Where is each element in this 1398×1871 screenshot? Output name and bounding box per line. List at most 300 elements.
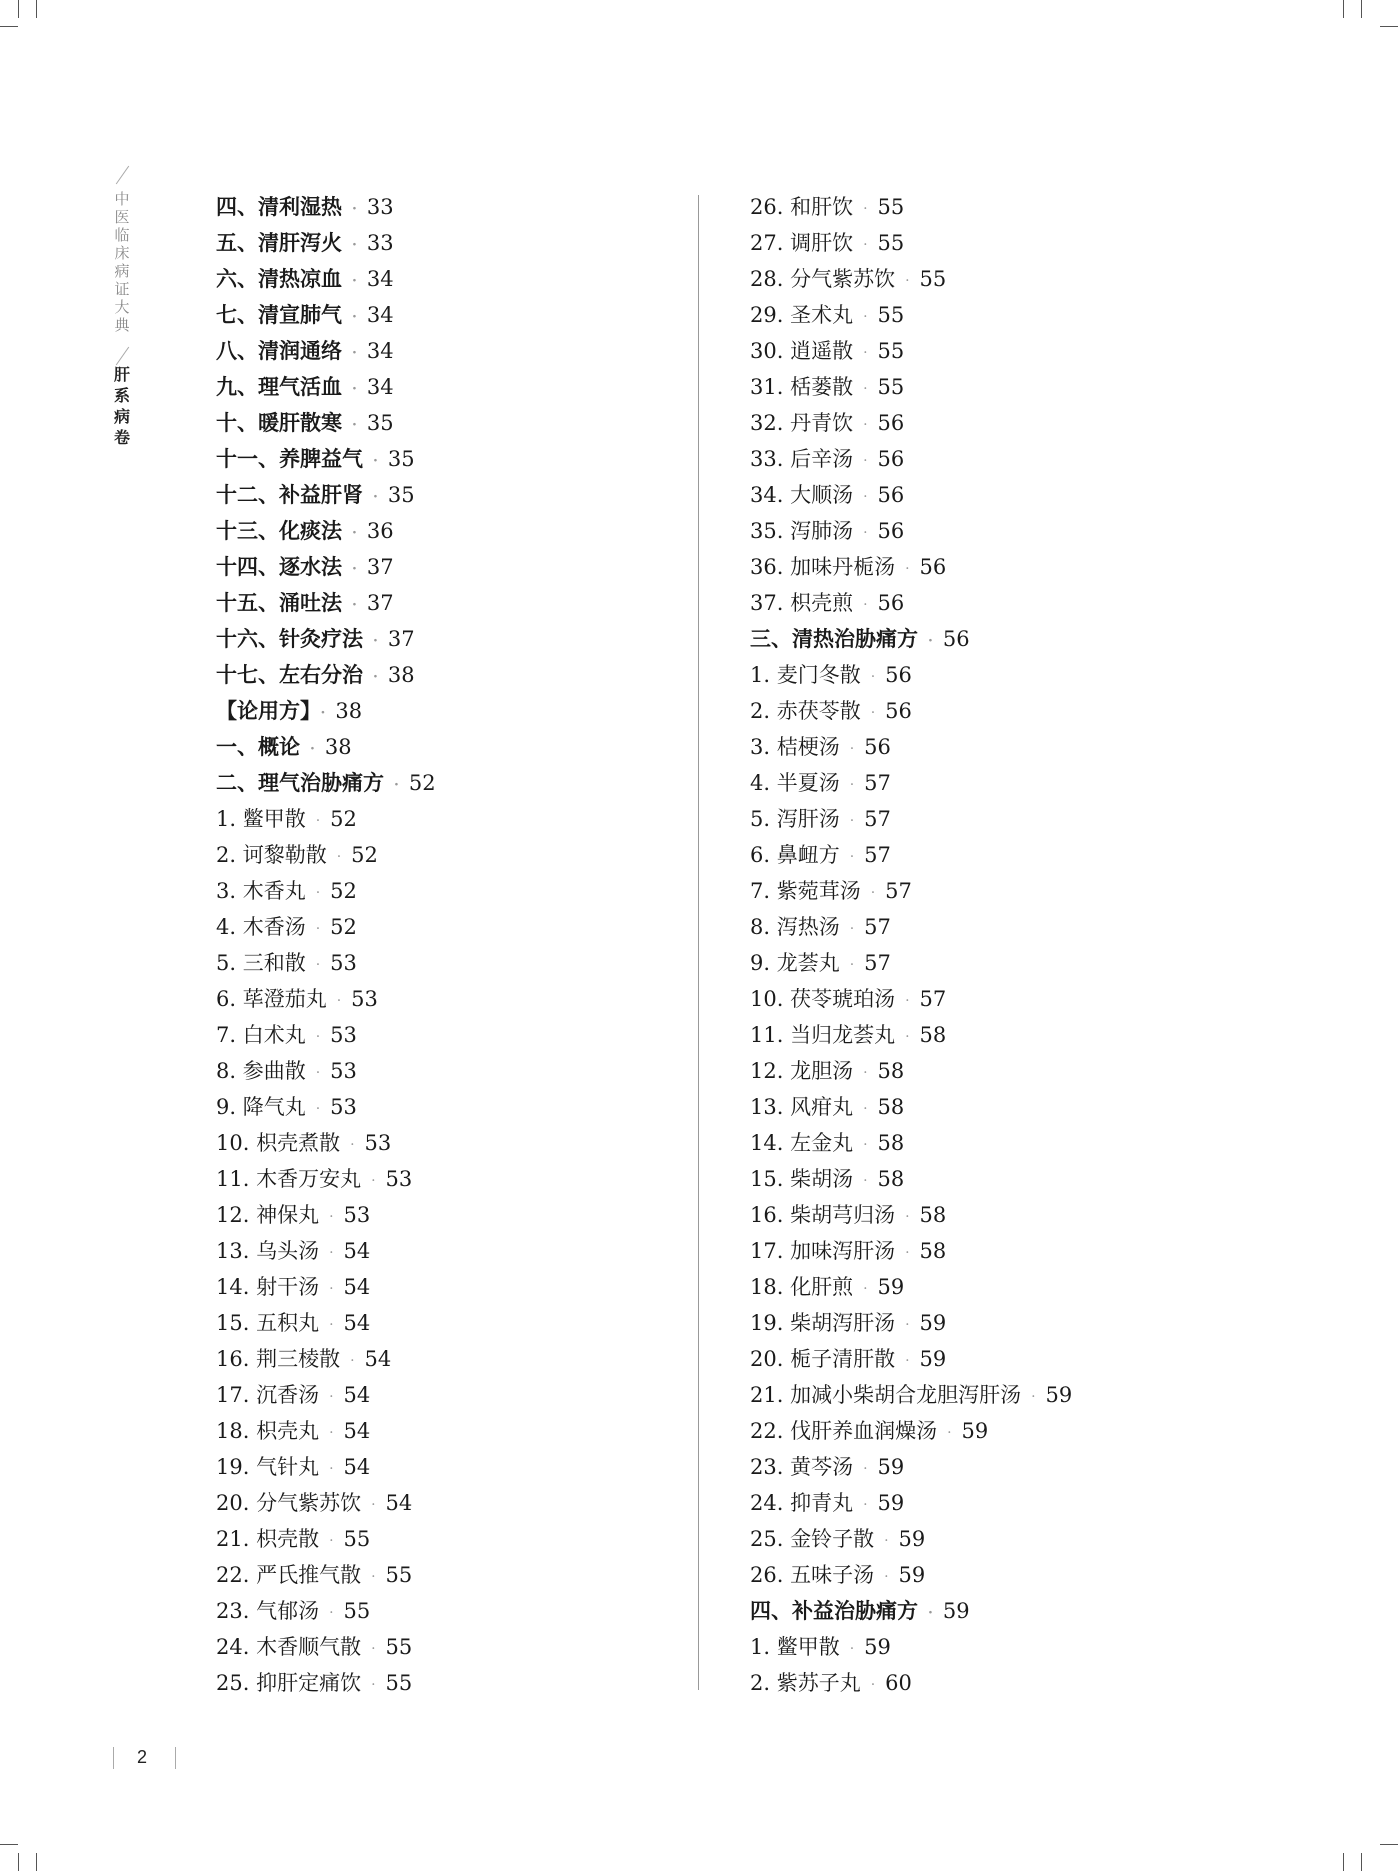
leader-dot: · (863, 416, 868, 433)
toc-entry-page: 58 (877, 1131, 905, 1155)
toc-entry-title: 十二、补益肝肾 (216, 482, 363, 507)
volume-char: 卷 (113, 428, 130, 447)
toc-entry (216, 1233, 436, 1269)
leader-dot: · (849, 776, 855, 793)
series-char: 典 (114, 316, 130, 334)
toc-entry-page: 38 (387, 663, 415, 687)
toc-entry-page: 58 (919, 1023, 947, 1047)
toc-entry-title: 25. 抑肝定痛饮 (216, 1671, 362, 1695)
volume-char: 病 (113, 407, 130, 426)
toc-entry (750, 1557, 1072, 1593)
toc-entry (750, 1377, 1072, 1413)
toc-entry-title: 1. 鳖甲散 (750, 1635, 840, 1659)
toc-entry (216, 909, 436, 945)
leader-dot: · (315, 1100, 321, 1117)
page-number-rule (175, 1747, 176, 1769)
toc-entry-title: 18. 化肝煎 (750, 1275, 854, 1299)
toc-entry (750, 297, 1072, 333)
crop-mark (1343, 1853, 1344, 1871)
toc-entry-page: 58 (877, 1095, 905, 1119)
toc-entry (750, 801, 1072, 837)
toc-entry-page: 59 (877, 1275, 905, 1299)
toc-section-entry (216, 369, 436, 405)
leader-dot: · (394, 776, 399, 793)
toc-entry-page: 33 (366, 231, 394, 255)
toc-entry (216, 873, 436, 909)
toc-entry-page: 55 (877, 195, 905, 219)
toc-entry (216, 1377, 436, 1413)
toc-entry (750, 1017, 1072, 1053)
leader-dot: · (315, 956, 321, 973)
toc-entry (216, 1053, 436, 1089)
toc-entry-title: 1. 鳖甲散 (216, 807, 306, 831)
toc-entry-title: 31. 栝蒌散 (750, 375, 854, 399)
toc-entry-page: 52 (330, 807, 357, 831)
leader-dot: · (863, 488, 868, 505)
leader-dot: · (336, 992, 342, 1009)
toc-entry-page: 37 (366, 591, 394, 615)
toc-entry-title: 十三、化痰法 (216, 518, 342, 543)
toc-entry-title: 2. 紫苏子丸 (750, 1671, 861, 1695)
toc-entry-page: 52 (330, 879, 357, 903)
leader-dot: · (870, 1676, 876, 1693)
toc-entry-title: 10. 枳壳煮散 (216, 1131, 341, 1155)
leader-dot: · (315, 1064, 321, 1081)
leader-dot: · (849, 1640, 855, 1657)
toc-entry-page: 59 (864, 1635, 891, 1659)
toc-section-entry (216, 477, 436, 513)
toc-entry-page: 56 (877, 591, 905, 615)
toc-entry-title: 28. 分气紫苏饮 (750, 267, 896, 291)
toc-entry-title: 26. 和肝饮 (750, 195, 854, 219)
leader-dot: · (849, 956, 855, 973)
crop-mark (1343, 0, 1344, 18)
toc-entry-title: 8. 泻热汤 (750, 915, 840, 939)
toc-entry-page: 55 (343, 1527, 371, 1551)
toc-entry-title: 1. 麦门冬散 (750, 663, 861, 687)
leader-dot: · (928, 632, 933, 649)
toc-entry-page: 37 (387, 627, 415, 651)
leader-dot: · (329, 1280, 334, 1297)
toc-entry-page: 59 (898, 1563, 926, 1587)
toc-entry-page: 57 (864, 771, 891, 795)
leader-dot: · (371, 1640, 376, 1657)
leader-dot: · (863, 524, 868, 541)
leader-dot: · (905, 560, 910, 577)
toc-entry-title: 19. 柴胡泻肝汤 (750, 1311, 896, 1335)
toc-entry (216, 1305, 436, 1341)
leader-dot: · (352, 344, 357, 361)
toc-entry-page: 57 (919, 987, 947, 1011)
leader-dot: · (371, 1496, 376, 1513)
toc-entry-title: 20. 分气紫苏饮 (216, 1491, 362, 1515)
toc-entry-title: 30. 逍遥散 (750, 339, 854, 363)
toc-entry-page: 59 (919, 1347, 947, 1371)
toc-entry-page: 35 (387, 483, 415, 507)
toc-entry-title: 14. 左金丸 (750, 1131, 854, 1155)
toc-entry (750, 1449, 1072, 1485)
leader-dot: · (350, 1136, 355, 1153)
toc-entry-page: 54 (364, 1347, 392, 1371)
toc-entry-title: 11. 木香万安丸 (216, 1167, 362, 1191)
leader-dot: · (315, 812, 321, 829)
leader-dot: · (336, 848, 342, 865)
leader-dot: · (863, 308, 868, 325)
leader-dot: · (849, 848, 855, 865)
toc-entry-title: 2. 诃黎勒散 (216, 843, 327, 867)
leader-dot: · (329, 1604, 334, 1621)
leader-dot: · (863, 200, 868, 217)
toc-entry (750, 837, 1072, 873)
toc-entry-page: 53 (343, 1203, 371, 1227)
leader-dot: · (352, 380, 357, 397)
toc-entry (216, 1485, 436, 1521)
toc-entry-title: 4. 半夏汤 (750, 771, 840, 795)
toc-entry-page: 53 (330, 1023, 357, 1047)
toc-entry-page: 57 (864, 843, 891, 867)
toc-entry-title: 6. 荜澄茄丸 (216, 987, 327, 1011)
toc-entry-page: 54 (385, 1491, 413, 1515)
leader-dot: · (863, 1100, 868, 1117)
toc-entry-title: 16. 柴胡芎归汤 (750, 1203, 896, 1227)
toc-entry (750, 765, 1072, 801)
toc-entry-title: 3. 木香丸 (216, 879, 306, 903)
toc-entry-title: 14. 射干汤 (216, 1275, 320, 1299)
toc-entry (216, 1557, 436, 1593)
leader-dot: · (884, 1568, 889, 1585)
toc-entry (750, 1665, 1072, 1701)
toc-entry-title: 29. 圣术丸 (750, 303, 854, 327)
toc-entry-title: 23. 黄芩汤 (750, 1455, 854, 1479)
series-char: 临 (114, 226, 130, 244)
toc-entry-page: 53 (330, 1095, 357, 1119)
leader-dot: · (373, 632, 378, 649)
toc-section-entry (216, 657, 436, 693)
volume-char: 肝 (113, 365, 130, 384)
toc-entry (750, 189, 1072, 225)
leader-dot: · (352, 596, 357, 613)
leader-dot: · (870, 884, 876, 901)
toc-entry (750, 1521, 1072, 1557)
toc-entry (216, 1197, 436, 1233)
toc-entry (216, 837, 436, 873)
toc-entry-title: 22. 伐肝养血润燥汤 (750, 1419, 938, 1443)
toc-section-entry (216, 729, 436, 765)
toc-entry-page: 34 (366, 267, 394, 291)
page-number: 2 (137, 1747, 148, 1767)
series-char: 证 (114, 280, 130, 298)
crop-mark (36, 0, 37, 18)
toc-entry (750, 657, 1072, 693)
series-char: 床 (114, 244, 130, 262)
leader-dot: · (315, 884, 321, 901)
leader-dot: · (905, 1208, 910, 1225)
toc-entry-page: 57 (885, 879, 912, 903)
toc-entry (750, 909, 1072, 945)
leader-dot: · (373, 488, 378, 505)
volume-title (112, 364, 132, 448)
leader-dot: · (350, 1352, 355, 1369)
toc-entry-title: 9. 降气丸 (216, 1095, 306, 1119)
toc-entry-page: 59 (877, 1455, 905, 1479)
toc-section-entry (216, 549, 436, 585)
toc-entry (750, 1161, 1072, 1197)
toc-entry-page: 35 (366, 411, 394, 435)
toc-entry-title: 5. 三和散 (216, 951, 306, 975)
toc-entry-page: 36 (366, 519, 394, 543)
series-char: 中 (114, 190, 130, 208)
toc-entry-title: 十四、逐水法 (216, 554, 342, 579)
series-char: 医 (114, 208, 130, 226)
toc-entry-page: 53 (385, 1167, 413, 1191)
toc-entry-page: 54 (343, 1455, 371, 1479)
toc-entry (216, 1665, 436, 1701)
toc-entry (750, 333, 1072, 369)
crop-mark (18, 1853, 19, 1871)
toc-entry-title: 三、清热治胁痛方 (750, 626, 918, 651)
leader-dot: · (884, 1532, 889, 1549)
toc-entry-page: 56 (919, 555, 947, 579)
toc-section-entry (216, 261, 436, 297)
toc-entry-page: 59 (877, 1491, 905, 1515)
toc-entry-title: 22. 严氏推气散 (216, 1563, 362, 1587)
toc-section-entry (216, 765, 436, 801)
toc-entry-page: 56 (942, 627, 970, 651)
leader-dot: · (863, 344, 868, 361)
leader-dot: · (905, 1028, 910, 1045)
crop-mark (1380, 26, 1398, 27)
toc-entry-title: 36. 加味丹栀汤 (750, 555, 896, 579)
toc-entry-title: 五、清肝泻火 (216, 230, 342, 255)
toc-entry-page: 55 (385, 1635, 413, 1659)
toc-entry (216, 1161, 436, 1197)
toc-entry-title: 24. 抑青丸 (750, 1491, 854, 1515)
toc-entry (750, 1197, 1072, 1233)
toc-entry-page: 56 (877, 447, 905, 471)
toc-section-entry (216, 693, 436, 729)
leader-dot: · (863, 1460, 868, 1477)
toc-entry-title: 九、理气活血 (216, 374, 342, 399)
toc-entry (216, 1521, 436, 1557)
toc-entry (750, 981, 1072, 1017)
toc-entry (750, 729, 1072, 765)
toc-entry-page: 35 (387, 447, 415, 471)
leader-dot: · (371, 1676, 376, 1693)
toc-section-entry (216, 333, 436, 369)
toc-entry-title: 35. 泻肺汤 (750, 519, 854, 543)
column-divider (698, 195, 699, 1690)
toc-entry-page: 52 (330, 915, 357, 939)
toc-entry (216, 1629, 436, 1665)
leader-dot: · (352, 200, 357, 217)
toc-entry (750, 1125, 1072, 1161)
toc-entry (750, 261, 1072, 297)
toc-entry-title: 十五、涌吐法 (216, 590, 342, 615)
toc-entry-title: 21. 枳壳散 (216, 1527, 320, 1551)
toc-entry-title: 四、清利湿热 (216, 194, 342, 219)
toc-section-entry (216, 621, 436, 657)
leader-dot: · (905, 1244, 910, 1261)
toc-entry (750, 585, 1072, 621)
toc-entry-page: 53 (364, 1131, 392, 1155)
toc-entry-title: 37. 枳壳煎 (750, 591, 854, 615)
toc-entry-page: 33 (366, 195, 394, 219)
series-char: 大 (114, 298, 130, 316)
toc-entry-title: 四、补益治胁痛方 (750, 1598, 918, 1623)
toc-entry-title: 13. 乌头汤 (216, 1239, 320, 1263)
toc-entry (750, 513, 1072, 549)
toc-right-column (750, 189, 1072, 1701)
leader-dot: · (1031, 1388, 1036, 1405)
leader-dot: · (905, 1352, 910, 1369)
toc-section-entry (216, 585, 436, 621)
leader-dot: · (870, 668, 876, 685)
toc-entry-page: 59 (919, 1311, 947, 1335)
leader-dot: · (371, 1172, 376, 1189)
crop-mark (36, 1853, 37, 1871)
toc-entry-title: 15. 柴胡汤 (750, 1167, 854, 1191)
toc-entry-page: 56 (877, 519, 905, 543)
toc-entry (750, 549, 1072, 585)
toc-entry-title: 7. 白术丸 (216, 1023, 306, 1047)
toc-section-entry (216, 441, 436, 477)
leader-dot: · (863, 1064, 868, 1081)
leader-dot: · (329, 1244, 334, 1261)
toc-entry-title: 32. 丹青饮 (750, 411, 854, 435)
toc-entry-title: 六、清热凉血 (216, 266, 342, 291)
leader-dot: · (863, 1280, 868, 1297)
toc-entry (750, 1305, 1072, 1341)
toc-entry (750, 225, 1072, 261)
toc-entry-page: 58 (919, 1203, 947, 1227)
toc-entry-page: 57 (864, 951, 891, 975)
leader-dot: · (352, 236, 357, 253)
toc-section-entry (216, 225, 436, 261)
toc-entry-page: 55 (343, 1599, 371, 1623)
toc-entry-title: 13. 风疳丸 (750, 1095, 854, 1119)
toc-entry (216, 801, 436, 837)
leader-dot: · (849, 812, 855, 829)
leader-dot: · (329, 1424, 334, 1441)
toc-entry-title: 34. 大顺汤 (750, 483, 854, 507)
side-label (112, 190, 132, 448)
toc-entry-page: 56 (877, 483, 905, 507)
toc-entry (750, 1053, 1072, 1089)
toc-entry-page: 59 (1045, 1383, 1073, 1407)
toc-entry-title: 一、概论 (216, 734, 300, 759)
leader-dot: · (905, 272, 910, 289)
toc-entry-title: 十七、左右分治 (216, 662, 363, 687)
toc-entry-page: 54 (343, 1419, 371, 1443)
toc-entry (750, 1485, 1072, 1521)
toc-entry (750, 477, 1072, 513)
toc-entry-page: 34 (366, 375, 394, 399)
toc-entry-page: 55 (385, 1563, 413, 1587)
toc-entry-title: 4. 木香汤 (216, 915, 306, 939)
toc-entry-page: 34 (366, 339, 394, 363)
series-char: 病 (114, 262, 130, 280)
toc-entry-page: 54 (343, 1275, 371, 1299)
leader-dot: · (863, 596, 868, 613)
toc-entry-title: 15. 五积丸 (216, 1311, 320, 1335)
toc-entry-title: 11. 当归龙荟丸 (750, 1023, 896, 1047)
toc-entry-page: 55 (385, 1671, 413, 1695)
toc-entry-title: 12. 神保丸 (216, 1203, 320, 1227)
toc-section-entry (216, 405, 436, 441)
toc-entry (216, 1269, 436, 1305)
toc-entry-title: 10. 茯苓琥珀汤 (750, 987, 896, 1011)
toc-entry (750, 1269, 1072, 1305)
toc-entry-title: 十六、针灸疗法 (216, 626, 363, 651)
toc-entry-title: 24. 木香顺气散 (216, 1635, 362, 1659)
leader-dot: · (329, 1460, 334, 1477)
toc-section-entry (216, 297, 436, 333)
leader-dot: · (352, 416, 357, 433)
leader-dot: · (863, 236, 868, 253)
toc-entry-page: 56 (877, 411, 905, 435)
leader-dot: · (849, 740, 855, 757)
toc-entry (216, 1017, 436, 1053)
toc-entry-page: 56 (864, 735, 891, 759)
leader-dot: · (352, 272, 357, 289)
toc-entry (216, 1341, 436, 1377)
side-label-slash (116, 166, 129, 185)
leader-dot: · (371, 1568, 376, 1585)
crop-mark (1361, 1853, 1362, 1871)
toc-entry-title: 十一、养脾益气 (216, 446, 363, 471)
toc-entry-title: 19. 气针丸 (216, 1455, 320, 1479)
toc-entry-page: 55 (877, 231, 905, 255)
toc-entry-title: 27. 调肝饮 (750, 231, 854, 255)
toc-entry-page: 59 (961, 1419, 989, 1443)
toc-entry-page: 58 (877, 1167, 905, 1191)
leader-dot: · (905, 1316, 910, 1333)
toc-entry (216, 981, 436, 1017)
toc-entry (750, 441, 1072, 477)
leader-dot: · (329, 1388, 334, 1405)
toc-entry-page: 58 (919, 1239, 947, 1263)
crop-mark (1361, 0, 1362, 18)
toc-entry-page: 53 (351, 987, 378, 1011)
toc-entry-title: 16. 荆三棱散 (216, 1347, 341, 1371)
toc-left-column (216, 189, 436, 1701)
page-number-rule (113, 1747, 114, 1769)
toc-entry-page: 53 (330, 1059, 357, 1083)
toc-entry (216, 1449, 436, 1485)
toc-entry (750, 1089, 1072, 1125)
toc-entry-title: 12. 龙胆汤 (750, 1059, 854, 1083)
toc-entry-page: 53 (330, 951, 357, 975)
toc-entry-title: 十、暖肝散寒 (216, 410, 342, 435)
toc-entry-page: 38 (335, 699, 363, 723)
toc-entry-page: 55 (877, 339, 905, 363)
crop-mark (0, 1844, 18, 1845)
toc-entry (216, 1413, 436, 1449)
toc-entry-page: 54 (343, 1311, 371, 1335)
toc-entry-title: 26. 五味子汤 (750, 1563, 875, 1587)
leader-dot: · (849, 920, 855, 937)
toc-section-entry (750, 621, 1072, 657)
toc-entry (750, 1629, 1072, 1665)
toc-entry-page: 59 (942, 1599, 970, 1623)
leader-dot: · (373, 452, 378, 469)
toc-entry (216, 1593, 436, 1629)
toc-section-entry (216, 189, 436, 225)
series-title (112, 190, 132, 334)
crop-mark (0, 26, 18, 27)
toc-entry (750, 1413, 1072, 1449)
toc-entry (216, 945, 436, 981)
